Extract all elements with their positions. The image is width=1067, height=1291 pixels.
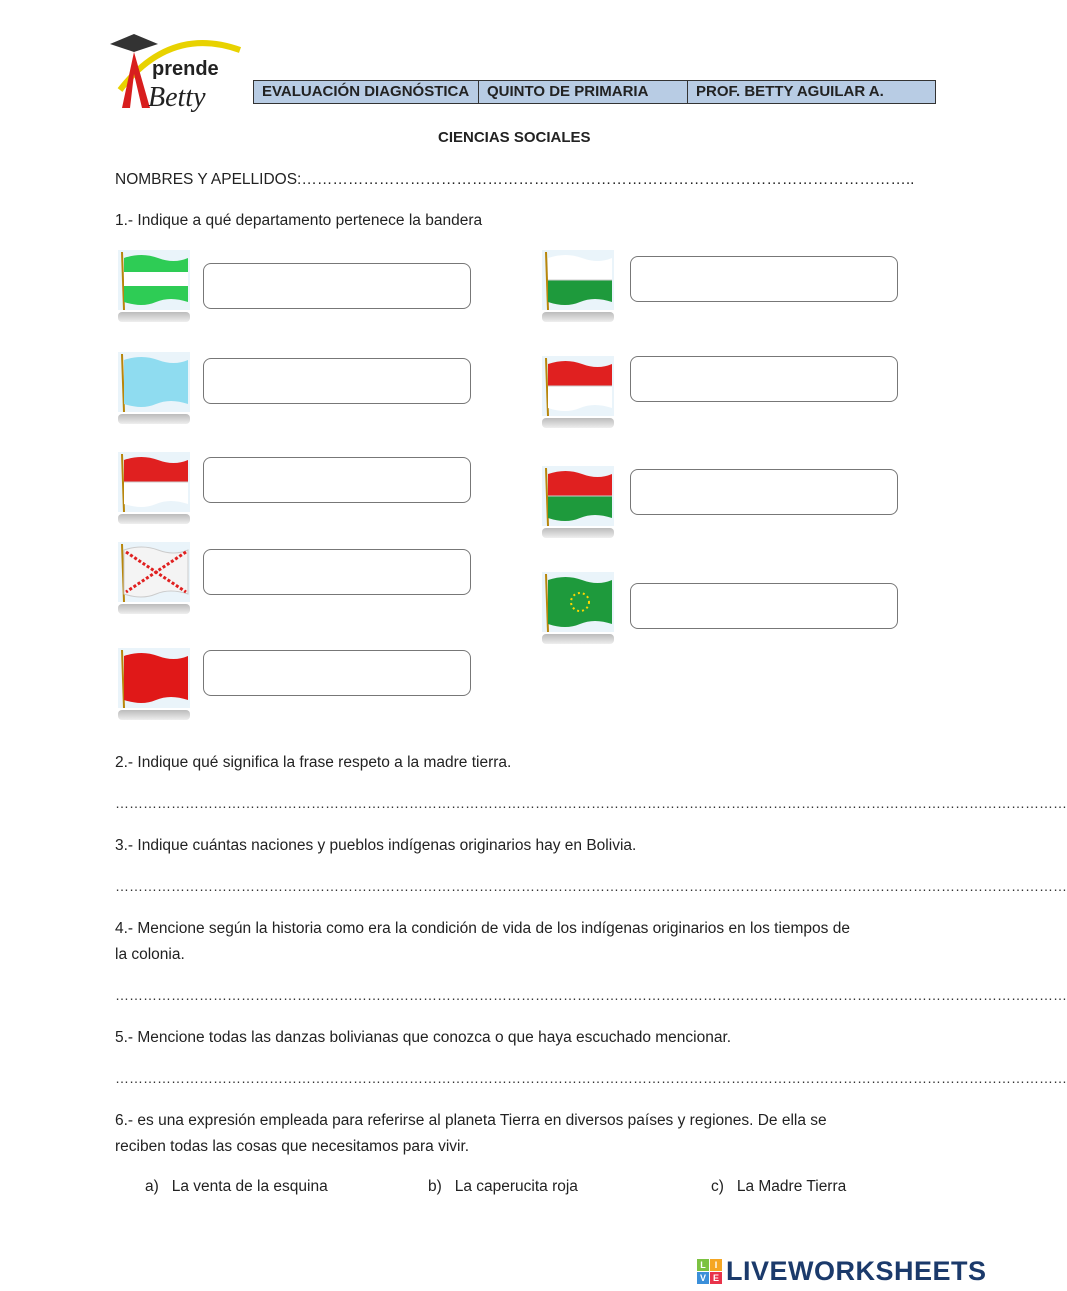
option-text: La venta de la esquina xyxy=(171,1178,328,1195)
svg-text:prende: prende xyxy=(152,58,219,80)
flag-answer-box[interactable] xyxy=(203,263,471,309)
flag-green-white-green xyxy=(118,250,190,310)
flag-white-red-cross xyxy=(118,542,190,602)
header-cell-grade: QUINTO DE PRIMARIA xyxy=(479,81,688,103)
flag-red-green xyxy=(542,466,614,526)
flag-answer-box[interactable] xyxy=(630,469,898,515)
option-letter: c) xyxy=(711,1178,724,1195)
question-6-line-2: reciben todas las cosas que necesitamos para vivir. xyxy=(115,1138,470,1155)
flag-light-blue xyxy=(118,352,190,412)
liveworksheets-brand: LIVEWORKSHEETS xyxy=(726,1256,987,1286)
flag-green-stars xyxy=(542,572,614,632)
flag-red-white xyxy=(118,452,190,512)
svg-text:Betty: Betty xyxy=(148,82,206,113)
flag-answer-box[interactable] xyxy=(203,650,471,696)
flag-answer-box[interactable] xyxy=(630,256,898,302)
question-1: 1.- Indique a qué departamento pertenece la bandera xyxy=(115,212,483,229)
flag-red-white-right xyxy=(542,356,614,416)
answer-line-3[interactable]: …………………………………………………………………………………………………………………………………………………………………………………… xyxy=(115,878,1067,894)
live-badge-icon: L I V E xyxy=(697,1259,722,1284)
subject-title: CIENCIAS SOCIALES xyxy=(438,129,591,146)
option-text: La Madre Tierra xyxy=(736,1178,847,1195)
option-c[interactable] xyxy=(711,1178,846,1196)
flag-red xyxy=(118,648,190,708)
flag-white-green xyxy=(542,250,614,310)
question-6-line-1: 6.- es una expresión empleada para referirse al planeta Tierra en diversos países y regiones. De ella se xyxy=(115,1112,827,1129)
answer-line-4[interactable]: …………………………………………………………………………………………………………………………………………………………………………………… xyxy=(115,987,1067,1003)
name-field-line[interactable]: NOMBRES Y APELLIDOS:……………………………………………………………………………………………………….. xyxy=(115,171,915,188)
liveworksheets-logo xyxy=(697,1256,987,1287)
header-cell-teacher: PROF. BETTY AGUILAR A. xyxy=(696,83,884,100)
flag-answer-box[interactable] xyxy=(203,549,471,595)
option-letter: b) xyxy=(428,1178,442,1195)
question-4-line-2: la colonia. xyxy=(115,946,185,963)
option-b[interactable] xyxy=(428,1178,578,1196)
question-4-line-1: 4.- Mencione según la historia como era la condición de vida de los indígenas originarios en los tiempos de xyxy=(115,920,850,937)
flag-answer-box[interactable] xyxy=(630,583,898,629)
option-letter: a) xyxy=(145,1178,159,1195)
option-a[interactable] xyxy=(145,1178,328,1196)
header-table xyxy=(253,80,936,104)
flag-answer-box[interactable] xyxy=(203,358,471,404)
question-5: 5.- Mencione todas las danzas bolivianas que conozca o que haya escuchado mencionar. xyxy=(115,1029,732,1046)
answer-line-5[interactable]: …………………………………………………………………………………………………………………………………………………………………………………… xyxy=(115,1070,1067,1086)
option-text: La caperucita roja xyxy=(454,1178,578,1195)
header-cell-evaluation: EVALUACIÓN DIAGNÓSTICA xyxy=(254,81,479,103)
aprende-con-betty-logo xyxy=(100,30,246,112)
answer-line-2[interactable]: …………………………………………………………………………………………………………………………………………………………………………………… xyxy=(115,795,1067,811)
question-3: 3.- Indique cuántas naciones y pueblos indígenas originarios hay en Bolivia. xyxy=(115,837,637,854)
flag-answer-box[interactable] xyxy=(630,356,898,402)
question-2: 2.- Indique qué significa la frase respeto a la madre tierra. xyxy=(115,754,512,771)
flag-answer-box[interactable] xyxy=(203,457,471,503)
